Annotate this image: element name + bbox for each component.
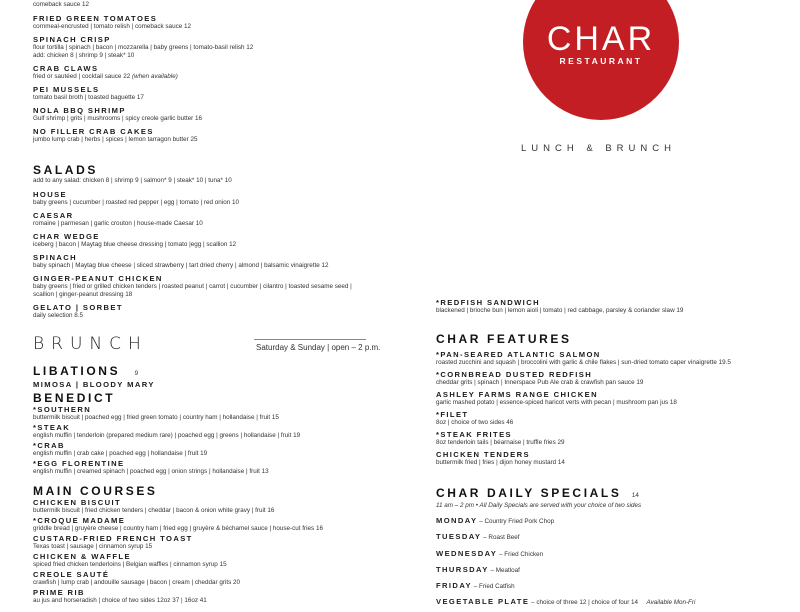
- special-day: THURSDAY: [436, 564, 489, 574]
- redfish-sandwich: [436, 298, 776, 315]
- main-desc: crawfish | lump crab | andouille sausage | bacon | cream | cheddar grits 20: [33, 579, 240, 586]
- starter-name: NO FILLER CRAB CAKES: [33, 127, 154, 136]
- salad-desc: baby greens | cucumber | roasted red pepper | egg | tomato | red onion 10: [33, 199, 239, 206]
- char-logo: [523, 0, 679, 120]
- starter-desc-line: [33, 73, 413, 81]
- main-item: [33, 570, 403, 587]
- main-desc: griddle bread | gruyère cheese | country ham | fried egg | gruyère & béchamel sauce | house-cut fries 16: [33, 525, 323, 532]
- feature-desc: buttermilk fried | fries | dijon honey mustard 14: [436, 459, 565, 466]
- special-dish: Fried Catfish: [478, 583, 515, 591]
- main-name: PRIME RIB: [33, 588, 85, 597]
- specials-price: 14: [631, 492, 639, 499]
- starter-note: (when available): [131, 73, 178, 80]
- special-day-row: [436, 530, 776, 542]
- special-dash: –: [488, 566, 496, 574]
- starter-item: [33, 64, 413, 81]
- specials-note: [436, 502, 776, 510]
- salad-name: GINGER-PEANUT CHICKEN: [33, 274, 163, 283]
- salad-desc: baby greens | fried or grilled chicken tenders | roasted peanut | carrot | cucumber | cilantro | toasted sesame seed |: [33, 283, 352, 290]
- feature-desc: 8oz tenderloin tails | béarnaise | truffle fries 29: [436, 439, 565, 446]
- main-name: CUSTARD-FRIED FRENCH TOAST: [33, 534, 193, 543]
- main-name: CHICKEN & WAFFLE: [33, 552, 131, 561]
- starter-name: NOLA BBQ SHRIMP: [33, 106, 126, 115]
- starter-item: [33, 127, 413, 144]
- brunch-divider: [254, 339, 366, 340]
- starter-desc: flour tortilla | spinach | bacon | mozzarella | baby greens | tomato-basil relish 12: [33, 44, 254, 51]
- feature-desc: 8oz | choice of two sides 46: [436, 419, 514, 426]
- main-name: CHICKEN BISCUIT: [33, 498, 122, 507]
- benedict-item: [33, 405, 403, 422]
- salad-item: [33, 232, 413, 249]
- brunch-hours: Saturday & Sunday | open – 2 p.m.: [256, 343, 381, 352]
- right-column: [436, 298, 776, 612]
- benedict-desc: buttermilk biscuit | poached egg | fried green tomato | country ham | hollandaise | fruit 15: [33, 414, 279, 421]
- salads-section: [33, 163, 413, 324]
- main-desc: buttermilk biscuit | fried chicken tenders | cheddar | bacon & onion white gravy | fruit 16: [33, 507, 275, 514]
- libations: [33, 362, 403, 389]
- starter-desc: cornmeal-encrusted | tomato relish | comeback sauce 12: [33, 23, 191, 30]
- daily-specials-section: [436, 484, 776, 607]
- starter-desc: fried or sautéed | cocktail sauce 22: [33, 73, 131, 80]
- special-dash: –: [497, 550, 505, 558]
- starter-item: [33, 14, 413, 31]
- starter-desc: tomato basil broth | toasted baguette 17: [33, 94, 144, 101]
- main-courses-title: MAIN COURSES: [33, 484, 158, 498]
- main-desc: Texas toast | sausage | cinnamon syrup 15: [33, 543, 153, 550]
- starters-section: [33, 1, 413, 148]
- benedict-desc: english muffin | creamed spinach | poached egg | onion strings | hollandaise | fruit 13: [33, 468, 269, 475]
- special-day: MONDAY: [436, 516, 478, 525]
- special-dash: –: [481, 534, 489, 542]
- main-desc: au jus and horseradish | choice of two sides 12oz 37 | 16oz 41: [33, 597, 207, 604]
- starter-name: FRIED GREEN TOMATOES: [33, 14, 158, 23]
- main-name: CREOLE SAUTÉ: [33, 570, 110, 579]
- special-dish: Fried Chicken: [504, 550, 544, 558]
- main-item: [33, 516, 403, 533]
- special-dish: Roast Beef: [488, 534, 520, 542]
- salad-desc: romaine | parmesan | garlic crouton | house-made Caesar 10: [33, 220, 203, 227]
- feature-item: [436, 370, 776, 387]
- salad-item: [33, 211, 413, 228]
- benedict-item: [33, 459, 403, 476]
- starter-desc-0: comeback sauce 12: [33, 1, 90, 8]
- benedict-name: *CRAB: [33, 441, 65, 450]
- redfish-sandwich-name: *REDFISH SANDWICH: [436, 298, 540, 307]
- feature-item: [436, 430, 776, 447]
- salad-item: [33, 274, 413, 299]
- vegetable-plate-note: Available Mon-Fri: [646, 599, 696, 607]
- salad-desc-cont: scallion | ginger-peanut dressing 18: [33, 291, 133, 298]
- special-day: FRIDAY: [436, 581, 472, 591]
- special-day-row: [436, 514, 776, 526]
- salad-name: HOUSE: [33, 190, 68, 199]
- menu-tagline: LUNCH & BRUNCH: [521, 143, 676, 154]
- libations-items: MIMOSA | BLOODY MARY: [33, 380, 155, 389]
- salad-name: CAESAR: [33, 211, 74, 220]
- logo-name: CHAR: [546, 20, 656, 58]
- special-dish: Country Fried Pork Chop: [484, 518, 555, 525]
- special-dash: –: [477, 518, 485, 525]
- starter-desc: jumbo lump crab | herbs | spices | lemon tarragon butter 25: [33, 136, 198, 143]
- special-day-row: [436, 547, 776, 559]
- main-item: [33, 534, 403, 551]
- starter-item: [33, 85, 413, 102]
- main-desc: spiced fried chicken tenderloins | Belgian waffles | cinnamon syrup 15: [33, 561, 227, 568]
- special-day: TUESDAY: [436, 532, 482, 542]
- feature-name: ASHLEY FARMS RANGE CHICKEN: [436, 390, 598, 399]
- special-day-row: [436, 563, 776, 575]
- feature-desc: roasted zucchini and squash | broccolini with garlic & chile flakes | sun-dried tomato caper vinaigrette 19.5: [436, 359, 731, 366]
- benedict-name: *STEAK: [33, 423, 71, 432]
- feature-desc: garlic mashed potato | essence-spiced haricot verts with pecan | mushroom pan jus 18: [436, 399, 677, 406]
- feature-item: [436, 410, 776, 427]
- special-day-row: [436, 579, 776, 591]
- main-name: *CROQUE MADAME: [33, 516, 126, 525]
- brunch-title: BRUNCH: [33, 334, 148, 354]
- salads-addon: add to any salad: chicken 8 | shrimp 9 | salmon* 9 | steak* 10 | tuna* 10: [33, 177, 232, 184]
- feature-item: [436, 350, 776, 367]
- salad-desc: iceberg | bacon | Maytag blue cheese dressing | tomato |egg | scallion 12: [33, 241, 237, 248]
- salad-name: CHAR WEDGE: [33, 232, 100, 241]
- salad-name: GELATO | SORBET: [33, 303, 123, 312]
- starter-name: PEI MUSSELS: [33, 85, 100, 94]
- salad-item: [33, 190, 413, 207]
- benedict-item: [33, 423, 403, 440]
- starter-name: CRAB CLAWS: [33, 64, 99, 73]
- salads-title: SALADS: [33, 163, 98, 177]
- features-title: CHAR FEATURES: [436, 332, 572, 346]
- feature-name: *STEAK FRITES: [436, 430, 513, 439]
- features-section: [436, 332, 776, 467]
- salad-name: SPINACH: [33, 253, 77, 262]
- special-dash: –: [529, 599, 537, 607]
- salad-item: [33, 253, 413, 270]
- starter-item: [33, 35, 413, 60]
- feature-item: [436, 450, 776, 467]
- vegetable-plate-name: VEGETABLE PLATE: [436, 597, 530, 607]
- redfish-sandwich-desc: blackened | brioche bun | lemon aioli | tomato | red cabbage, parsley & coriander slaw 19: [436, 307, 684, 314]
- benedict-item: [33, 441, 403, 458]
- starter-item: [33, 106, 413, 123]
- benedict-name: *EGG FLORENTINE: [33, 459, 125, 468]
- vegetable-plate-desc: choice of three 12 | choice of four 14: [536, 599, 639, 607]
- benedict-name: *SOUTHERN: [33, 405, 92, 414]
- specials-title: CHAR DAILY SPECIALS: [436, 486, 622, 500]
- special-day: WEDNESDAY: [436, 548, 498, 558]
- special-dash: –: [471, 583, 479, 591]
- specials-heading: [436, 484, 776, 502]
- special-dish: Meatloaf: [495, 566, 520, 574]
- starter-name: SPINACH CRISP: [33, 35, 111, 44]
- main-item: [33, 552, 403, 569]
- feature-item: [436, 390, 776, 407]
- logo-subtitle: RESTAURANT: [559, 56, 643, 66]
- main-item: [33, 498, 403, 515]
- libations-title: LIBATIONS: [33, 364, 121, 378]
- starter-desc: Gulf shrimp | grits | mushrooms | spicy creole garlic butter 16: [33, 115, 203, 122]
- libations-price: 9: [134, 370, 139, 377]
- feature-desc: cheddar grits | spinach | Innerspace Pub Ale crab & crawfish pan sauce 19: [436, 379, 644, 386]
- salad-item: [33, 303, 413, 320]
- benedict-desc: english muffin | tenderloin (prepared medium rare) | poached egg | greens | hollandaise | fruit 19: [33, 432, 301, 439]
- feature-name: *CORNBREAD DUSTED REDFISH: [436, 370, 593, 379]
- specials-note-text: 11 am – 2 pm • All Daily Specials are served with your choice of two sides: [436, 502, 642, 509]
- salad-desc: baby spinach | Maytag blue cheese | sliced strawberry | tart dried cherry | almond | balsamic vinaigrette 12: [33, 262, 329, 269]
- feature-name: *FILET: [436, 410, 469, 419]
- vegetable-plate-row: [436, 595, 776, 607]
- feature-name: *PAN-SEARED ATLANTIC SALMON: [436, 350, 601, 359]
- main-item: [33, 588, 403, 605]
- brunch-menu: [33, 362, 403, 606]
- feature-name: CHICKEN TENDERS: [436, 450, 530, 459]
- starter-addon: add: chicken 8 | shrimp 9 | steak* 10: [33, 52, 135, 59]
- salad-desc: daily selection 8.5: [33, 312, 84, 319]
- benedict-title: BENEDICT: [33, 391, 116, 405]
- benedict-desc: english muffin | crab cake | poached egg | hollandaise | fruit 19: [33, 450, 208, 457]
